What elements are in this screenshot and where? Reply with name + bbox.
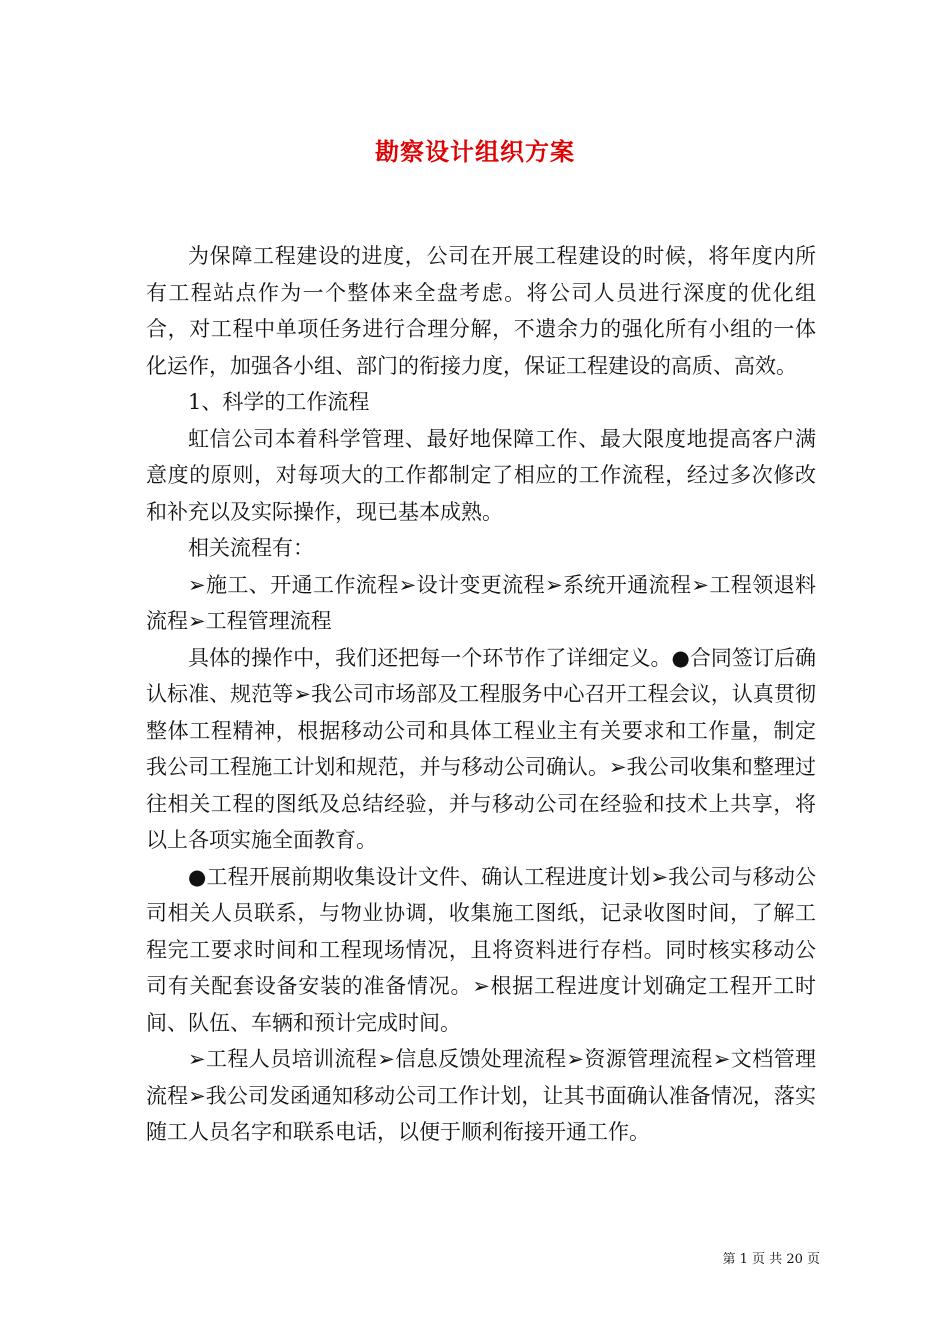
paragraph-preliminary-collection: ●工程开展前期收集设计文件、确认工程进度计划➢我公司与移动公司相关人员联系，与物业协调，收集施工图纸，记录收图时间，了解工程完工要求时间和工程现场情况，且将资料进行存档。同时核实移动公司有关配套设备安装的准备情况。➢根据工程进度计划确定工程开工时间、队伍、车辆和预计完成时间。: [146, 864, 816, 1035]
paragraph-company-principle: 虹信公司本着科学管理、最好地保障工作、最大限度地提高客户满意度的原则，对每项大的工作都制定了相应的工作流程，经过多次修改和补充以及实际操作，现已基本成熟。: [146, 426, 816, 524]
section-heading-workflow: 1、科学的工作流程: [188, 390, 370, 414]
paragraph-operation-details: 具体的操作中，我们还把每一个环节作了详细定义。●合同签订后确认标准、规范等➢我公司市场部及工程服务中心召开工程会议，认真贯彻整体工程精神，根据移动公司和具体工程业主有关要求和工作量，制定我公司工程施工计划和规范，并与移动公司确认。➢我公司收集和整理过往相关工程的图纸及总结经验，并与移动公司在经验和技术上共享，将以上各项实施全面教育。: [146, 645, 816, 852]
paragraph-process-list: ➢施工、开通工作流程➢设计变更流程➢系统开通流程➢工程领退料流程➢工程管理流程: [146, 572, 816, 633]
page-number: 第 1 页 共 20 页: [722, 1252, 820, 1267]
paragraph-training-and-notification: ➢工程人员培训流程➢信息反馈处理流程➢资源管理流程➢文档管理流程➢我公司发函通知移动公司工作计划，让其书面确认准备情况，落实随工人员名字和联系电话，以便于顺利衔接开通工作。: [146, 1047, 816, 1144]
document-title: 勘察设计组织方案: [375, 137, 575, 166]
paragraph-intro: 为保障工程建设的进度，公司在开展工程建设的时候，将年度内所有工程站点作为一个整体来全盘考虑。将公司人员进行深度的优化组合，对工程中单项任务进行合理分解，不遗余力的强化所有小组的一体化运作，加强各小组、部门的衔接力度，保证工程建设的高质、高效。: [146, 244, 816, 378]
document-body: [146, 238, 816, 1151]
paragraph-related-processes-label: 相关流程有：: [188, 536, 314, 560]
